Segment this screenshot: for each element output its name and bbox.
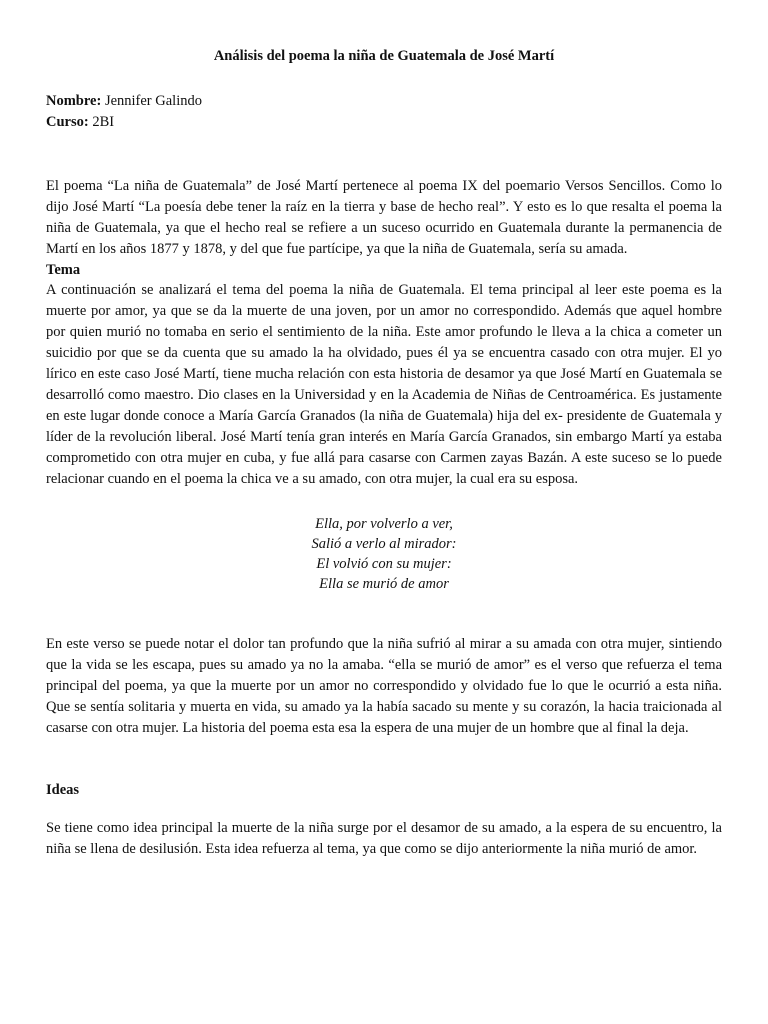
author-label: Nombre: [46, 93, 102, 109]
poem-line: Salió a verlo al mirador: [311, 536, 457, 552]
verse-analysis-paragraph: En este verso se puede notar el dolor tan profundo que la niña sufrió al mirar a su amada con otra mujer, sintiendo que la vida se les escapa, pues su amado ya no la amaba. “ella se murió de amor” es el verso que refuerza el tema principal del poema, ya que la muerte por un amor no correspondido y olvidado fue lo que le ocurrió a esta niña. Que se sentía solitaria y muerta en vida, su amado ya la había sacado su mente y su corazón, la hacia traicionada al casarse con otra mujer. La historia del poema esta esa la espera de una mujer de un hombre que al final la deja. [46, 636, 722, 736]
poem-line: Ella se murió de amor [319, 576, 449, 592]
tema-paragraph: A continuación se analizará el tema del poema la niña de Guatemala. El tema principal al leer este poema es la muerte por amor, ya que se da la muerte de una joven, por un amor no correspondido. Además que aquel hombre por quien murió no tomaba en serio el sentimiento de la niña. Este amor profundo le lleva a la chica a cometer un suicidio por que se da cuenta que su amado la ha olvidado, pues él ya se encuentra casado con otra mujer. El yo lírico en este caso José Martí, tiene mucha relación con esta historia de desamor ya que José Martí en Guatemala se desarrolló como maestro. Dio clases en la Universidad y en la Academia de Niñas de Centroamérica. Es justamente en este lugar donde conoce a María García Granados (la niña de Guatemala) hija del ex- presidente de Guatemala y líder de la revolución liberal. José Martí tenía gran interés en María García Granados, sin embargo Martí ya estaba comprometido con otra mujer en cuba, y fue allá para casarse con Carmen zayas Bazán. A este suceso se lo puede relacionar cuando en el poema la chica ve a su amado, con otra mujer, la cual era su esposa. [46, 282, 722, 487]
intro-paragraph: El poema “La niña de Guatemala” de José Martí pertenece al poema IX del poemario Versos Sencillos. Como lo dijo José Martí “La poesía debe tener la raíz en la tierra y base de hecho real”. Y esto es lo que resalta el poema la niña de Guatemala, ya que el hecho real se refiere a un suceso ocurrido en Guatemala durante la permanencia de Martí en los años 1877 y 1878, y del que fue partícipe, ya que la niña de Guatemala, sería su amada. [46, 178, 722, 257]
course-line [46, 112, 722, 133]
author-line [46, 91, 722, 112]
document-title: Análisis del poema la niña de Guatemala de José Martí [213, 48, 555, 64]
tema-heading: Tema [46, 262, 81, 278]
poem-excerpt [46, 514, 722, 594]
poem-line: El volvió con su mujer: [316, 556, 452, 572]
author-value: Jennifer Galindo [101, 93, 202, 109]
course-value: 2BI [88, 114, 115, 130]
ideas-heading: Ideas [46, 782, 80, 798]
poem-line: Ella, por volverlo a ver, [315, 516, 453, 532]
course-label: Curso: [46, 114, 89, 130]
ideas-paragraph: Se tiene como idea principal la muerte de la niña surge por el desamor de su amado, a la espera de su encuentro, la niña se llena de desilusión. Esta idea refuerza al tema, ya que como se dijo anteriormente la niña murió de amor. [46, 820, 722, 857]
